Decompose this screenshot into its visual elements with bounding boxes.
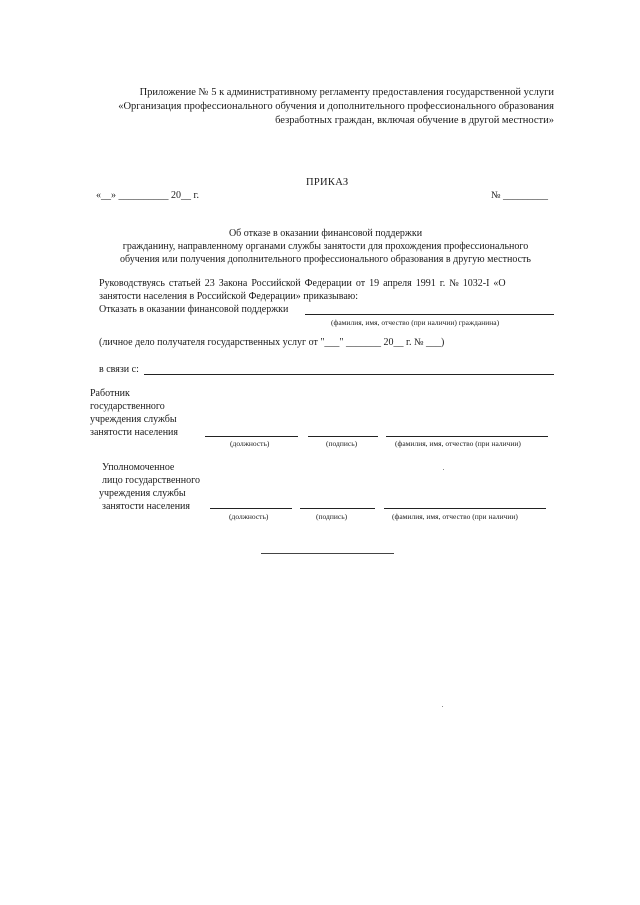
authorized-label-1: Уполномоченное (102, 462, 175, 473)
worker-name-caption: (фамилия, имя, отчество (при наличии) (395, 439, 521, 448)
authorized-label-4: занятости населения (102, 501, 191, 512)
order-title: ПРИКАЗ (306, 177, 349, 188)
worker-position-line (205, 436, 298, 437)
appendix-line-3: безработных граждан, включая обучение в другой местности» (275, 115, 554, 126)
authorized-name-line (384, 508, 546, 509)
authorized-name-caption: (фамилия, имя, отчество (при наличии) (392, 512, 518, 521)
closing-divider (261, 553, 394, 554)
order-number: № _________ (491, 190, 549, 201)
subject-line-1: Об отказе в оказании финансовой поддержки (228, 228, 423, 239)
authorized-signature-line (300, 508, 375, 509)
subject-line-3: обучения или получения дополнительного профессионального образования в другую местность (120, 254, 531, 265)
worker-signature-caption: (подпись) (326, 439, 358, 448)
authorized-position-line (210, 508, 292, 509)
citizen-name-caption: (фамилия, имя, отчество (при наличии) гражданина) (331, 318, 500, 327)
authorized-signature-caption: (подпись) (316, 512, 348, 521)
worker-position-caption: (должность) (230, 439, 270, 448)
basis-line-2: занятости населения в Российской Федерации» приказываю: (99, 291, 359, 302)
reason-label: в связи с: (99, 364, 139, 375)
scan-speck (443, 469, 444, 470)
scan-speck (442, 706, 443, 707)
personal-file-line: (личное дело получателя государственных услуг от "___" _______ 20__ г. № ___) (99, 337, 445, 348)
basis-line-1: Руководствуясь статьей 23 Закона Российской Федерации от 19 апреля 1991 г. № 1032-I «О (99, 278, 506, 289)
authorized-position-caption: (должность) (229, 512, 269, 521)
appendix-line-2: «Организация профессионального обучения и дополнительного профессионального образования (118, 101, 554, 112)
worker-label-2: государственного (90, 401, 165, 412)
subject-line-2: гражданину, направленному органами службы занятости для прохождения профессионального (122, 241, 529, 252)
worker-signature-line (308, 436, 378, 437)
authorized-label-3: учреждения службы (99, 488, 186, 499)
worker-label-1: Работник (90, 388, 130, 399)
refuse-label: Отказать в оказании финансовой поддержки (99, 304, 289, 315)
reason-line (144, 374, 554, 375)
worker-label-3: учреждения службы (90, 414, 177, 425)
worker-name-line (386, 436, 548, 437)
appendix-line-1: Приложение № 5 к административному регламенту предоставления государственной услуги (139, 87, 554, 98)
citizen-name-line (305, 314, 554, 315)
authorized-label-2: лицо государственного (102, 475, 200, 486)
worker-label-4: занятости населения (90, 427, 179, 438)
order-date: «__» __________ 20__ г. (96, 190, 199, 201)
